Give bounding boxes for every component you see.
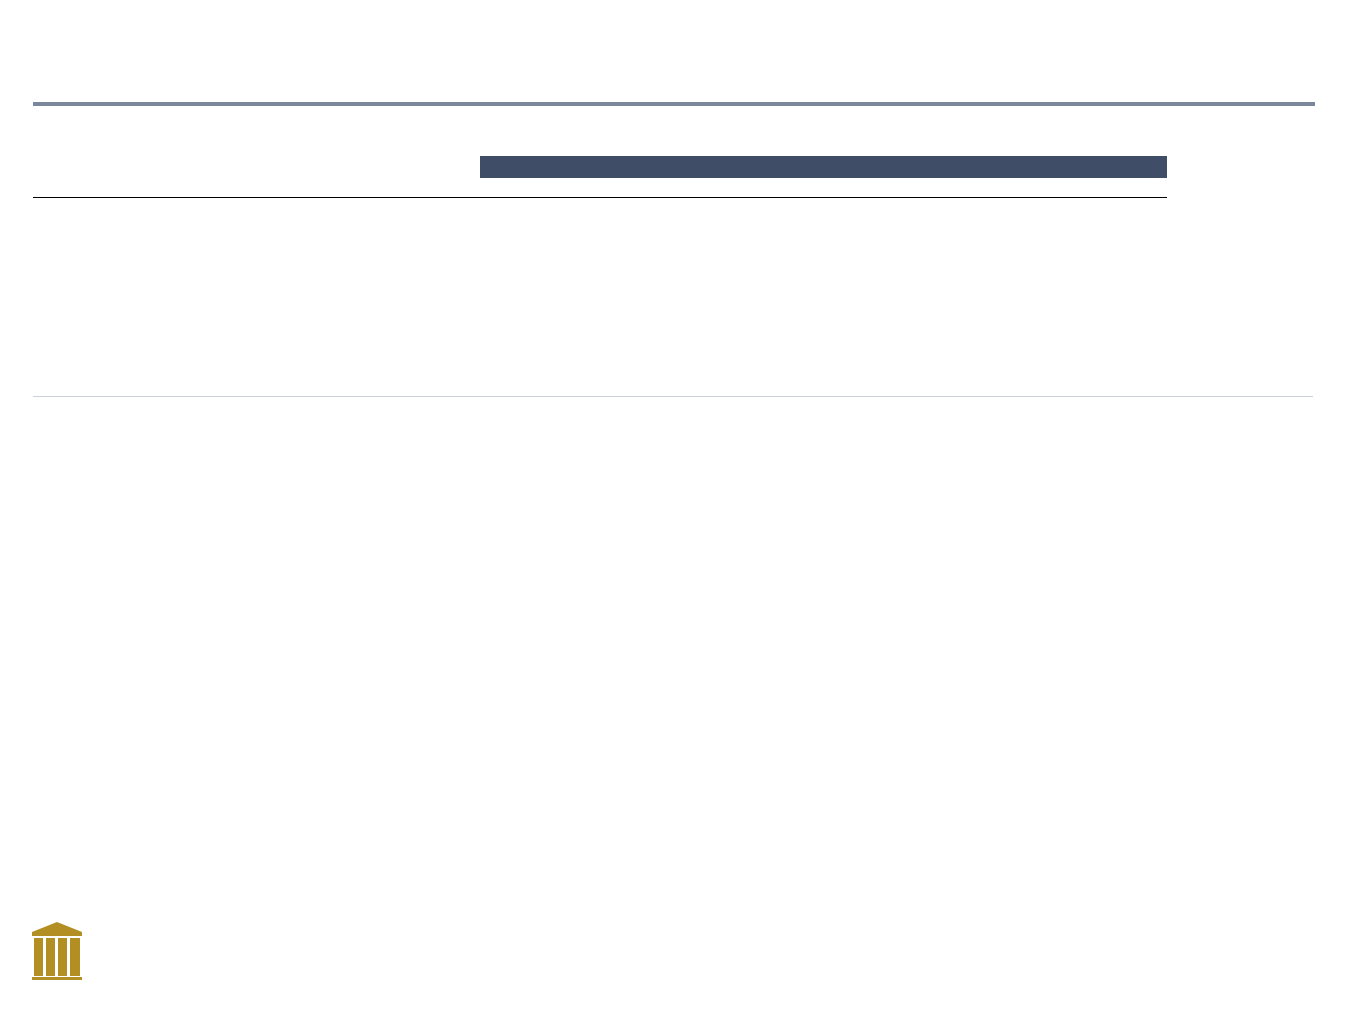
building-columns-icon	[30, 922, 85, 982]
company-logo	[30, 922, 590, 1017]
